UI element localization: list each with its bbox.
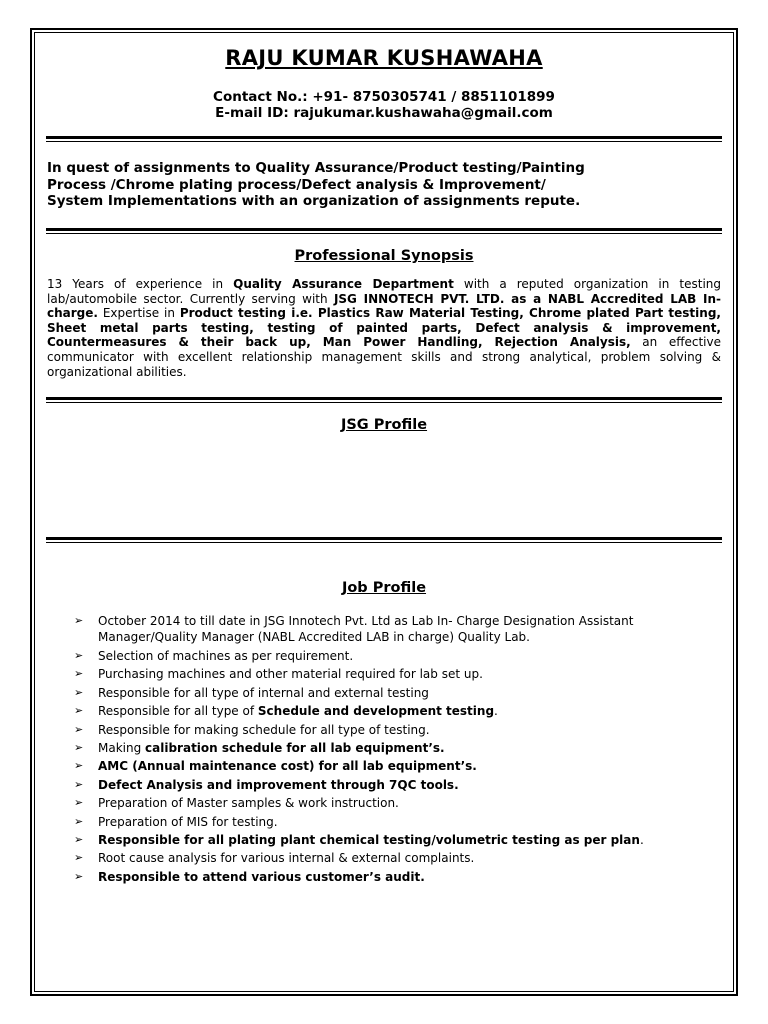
- arrow-bullet-icon: ➢: [74, 667, 84, 681]
- job-responsibilities-list: [72, 613, 722, 886]
- job-responsibility-item: [72, 831, 722, 849]
- synopsis-emphasis: Quality Assurance Department: [233, 277, 454, 291]
- job-item-text: .: [639, 833, 644, 848]
- job-item-emphasis: Responsible for all plating plant chemical testing/volumetric testing as per plan: [98, 833, 640, 848]
- job-item-emphasis: AMC (Annual maintenance cost) for all lab equipment’s.: [98, 759, 477, 774]
- synopsis-text: 13 Years of experience in: [47, 277, 234, 291]
- candidate-name: RAJU KUMAR KUSHAWAHA: [225, 46, 543, 70]
- arrow-bullet-icon: ➢: [74, 741, 84, 755]
- job-responsibility-item: [72, 684, 722, 702]
- synopsis-emphasis: JSG INNOTECH PVT. LTD. as a NABL Accredited LAB In-charge.: [47, 291, 721, 321]
- arrow-bullet-icon: ➢: [74, 704, 84, 718]
- job-item-text: Responsible for all type of internal and external testing: [98, 685, 429, 700]
- job-responsibility-item: [72, 868, 722, 886]
- arrow-bullet-icon: ➢: [74, 722, 84, 736]
- job-responsibility-item: [72, 721, 722, 739]
- section-divider: [46, 537, 722, 543]
- synopsis-text: with a reputed organization in testing lab/automobile sector. Currently serving with: [47, 277, 721, 306]
- arrow-bullet-icon: ➢: [74, 685, 84, 699]
- objective-line: In quest of assignments to Quality Assurance/Product testing/Painting: [47, 160, 585, 176]
- job-responsibility-item: [72, 739, 722, 757]
- job-item-text: Preparation of MIS for testing.: [98, 814, 278, 829]
- job-item-text: Responsible for making schedule for all type of testing.: [98, 722, 430, 737]
- job-profile-heading: Job Profile: [341, 580, 427, 596]
- job-item-text: October 2014 to till date in JSG Innotech Pvt. Ltd as Lab In- Charge Designation Assistant Manager/Quality Manager (NABL Accredited LAB in charge) Quality Lab.: [98, 614, 634, 644]
- job-item-text: Purchasing machines and other material required for lab set up.: [98, 667, 483, 682]
- arrow-bullet-icon: ➢: [74, 649, 84, 662]
- job-responsibility-item: [72, 776, 722, 794]
- synopsis-text: an effective communicator with excellent relationship management skills and strong analytical, problem solving & organizational abilities.: [47, 335, 721, 379]
- arrow-bullet-icon: ➢: [74, 869, 84, 883]
- job-item-text: .: [494, 704, 498, 719]
- job-item-text: Preparation of Master samples & work instruction.: [98, 796, 399, 811]
- synopsis-text: Expertise in: [97, 306, 180, 321]
- arrow-bullet-icon: ➢: [74, 759, 84, 773]
- job-item-text: Responsible for all type of: [98, 704, 258, 719]
- job-item-emphasis: Schedule and development testing: [257, 704, 495, 719]
- section-divider: [46, 397, 722, 403]
- arrow-bullet-icon: ➢: [74, 796, 84, 810]
- objective-line: Process /Chrome plating process/Defect analysis & Improvement/: [47, 176, 546, 193]
- job-item-text: Selection of machines as per requirement.: [98, 649, 354, 663]
- job-responsibility-item: [72, 702, 722, 720]
- job-item-emphasis: Responsible to attend various customer’s audit.: [98, 869, 425, 884]
- job-responsibility-item: [72, 849, 722, 867]
- job-responsibility-item: [72, 613, 722, 647]
- arrow-bullet-icon: ➢: [74, 814, 84, 828]
- synopsis-heading: Professional Synopsis: [294, 248, 474, 264]
- section-divider: [46, 228, 722, 234]
- job-item-text: Root cause analysis for various internal & external complaints.: [98, 851, 475, 866]
- jsg-profile-heading: JSG Profile: [340, 417, 428, 433]
- job-responsibility-item: [72, 813, 722, 831]
- contact-number: Contact No.: +91- 8750305741 / 8851101899: [213, 89, 555, 105]
- synopsis-emphasis: Product testing i.e. Plastics Raw Material Testing, Chrome plated Part testing, Sheet metal parts testing, testing of painted parts, Defect analysis & improvement, Countermeasures & their back up, Man Power Handling, Rejection Analysis,: [47, 306, 721, 350]
- synopsis-paragraph: [47, 277, 721, 379]
- email-address: E-mail ID: rajukumar.kushawaha@gmail.com: [215, 105, 553, 121]
- job-responsibility-item: [72, 794, 722, 812]
- objective-line: System Implementations with an organization of assignments repute.: [47, 193, 581, 209]
- career-objective: [47, 160, 727, 210]
- job-responsibility-item: [72, 757, 722, 775]
- section-divider: [46, 136, 722, 142]
- job-responsibility-item: [72, 647, 722, 665]
- arrow-bullet-icon: ➢: [74, 833, 84, 847]
- job-item-text: Making: [98, 741, 146, 756]
- arrow-bullet-icon: ➢: [74, 777, 84, 791]
- job-responsibility-item: [72, 665, 722, 683]
- job-item-emphasis: Defect Analysis and improvement through 7QC tools.: [98, 777, 459, 792]
- job-item-emphasis: calibration schedule for all lab equipment’s.: [145, 741, 445, 756]
- arrow-bullet-icon: ➢: [74, 851, 84, 865]
- arrow-bullet-icon: ➢: [74, 614, 84, 627]
